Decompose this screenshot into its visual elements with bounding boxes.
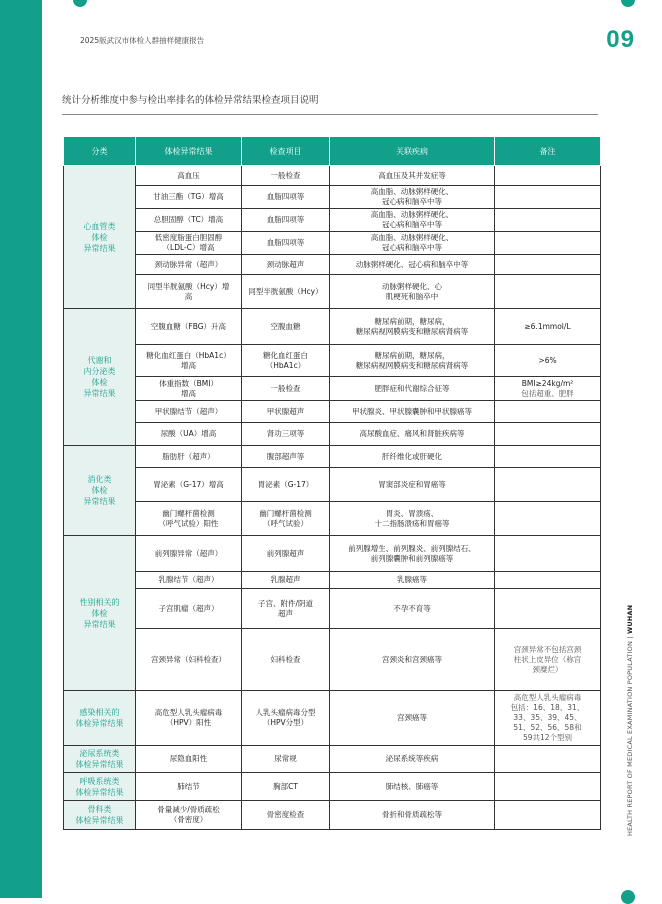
note-cell (495, 572, 601, 589)
item-cell: 骨密度检查 (242, 801, 330, 830)
table-row (64, 468, 601, 502)
category-cell: 代谢和 内分泌类 体检 异常结果 (64, 309, 136, 446)
category-cell: 消化类 体检 异常结果 (64, 446, 136, 536)
vertical-side-text (626, 605, 634, 836)
side-text-prefix: HEALTH REPORT OF MEDICAL EXAMINATION POPULATION | (626, 634, 634, 836)
item-cell: 腹部超声等 (242, 446, 330, 468)
note-cell (495, 502, 601, 536)
disease-cell: 泌尿系统等疾病 (330, 746, 495, 773)
item-cell: 前列腺超声 (242, 536, 330, 572)
note-cell (495, 255, 601, 275)
table-row (64, 629, 601, 691)
item-cell: 同型半胱氨酸（Hcy） (242, 275, 330, 309)
item-cell: 糖化血红蛋白 （HbA1c） (242, 345, 330, 377)
category-cell: 泌尿系统类 体检异常结果 (64, 746, 136, 773)
table-row (64, 801, 601, 830)
note-cell (495, 166, 601, 186)
note-cell: 宫颈异常不包括宫颈 柱状上皮异位（称宫 颈糜烂） (495, 629, 601, 691)
note-cell (495, 746, 601, 773)
table-header-row (64, 137, 601, 166)
disease-cell: 高血脂、动脉粥样硬化、 冠心病和脑卒中等 (330, 186, 495, 209)
item-cell: 幽门螺杆菌检测 （呼气试验） (242, 502, 330, 536)
item-cell: 胃泌素（G-17） (242, 468, 330, 502)
bottom-right-dot (621, 890, 635, 904)
table-row (64, 166, 601, 186)
disease-cell: 乳腺癌等 (330, 572, 495, 589)
disease-cell: 动脉粥样硬化、心 肌梗死和脑卒中 (330, 275, 495, 309)
header-category: 分类 (64, 137, 136, 166)
table-row (64, 572, 601, 589)
result-cell: 低密度脂蛋白胆固醇 （LDL-C）增高 (136, 232, 242, 255)
item-cell: 乳腺超声 (242, 572, 330, 589)
disease-cell: 高血压及其并发症等 (330, 166, 495, 186)
note-cell (495, 536, 601, 572)
header-item: 检查项目 (242, 137, 330, 166)
note-cell (495, 773, 601, 801)
note-cell: 高危型人乳头瘤病毒 包括：16、18、31、 33、35、39、45、 51、52、56、58和 59共12个型别 (495, 691, 601, 746)
note-cell (495, 209, 601, 232)
table-row (64, 232, 601, 255)
result-cell: 子宫肌瘤（超声） (136, 589, 242, 629)
disease-cell: 宫颈炎和宫颈癌等 (330, 629, 495, 691)
disease-cell: 动脉粥样硬化、冠心病和脑卒中等 (330, 255, 495, 275)
result-cell: 甘油三酯（TG）增高 (136, 186, 242, 209)
result-cell: 空腹血糖（FBG）升高 (136, 309, 242, 345)
result-cell: 高血压 (136, 166, 242, 186)
result-cell: 尿隐血阳性 (136, 746, 242, 773)
note-cell (495, 232, 601, 255)
note-cell (495, 446, 601, 468)
table-row (64, 691, 601, 746)
exam-items-table (63, 136, 601, 830)
disease-cell: 肥胖症和代谢综合征等 (330, 377, 495, 401)
side-text-bold: WUHAN (626, 604, 634, 635)
item-cell: 血脂四项等 (242, 232, 330, 255)
result-cell: 糖化血红蛋白（HbA1c） 增高 (136, 345, 242, 377)
category-cell: 感染相关的 体检异常结果 (64, 691, 136, 746)
table-row (64, 502, 601, 536)
item-cell: 肾功三项等 (242, 423, 330, 446)
table-row (64, 255, 601, 275)
item-cell: 血脂四项等 (242, 209, 330, 232)
category-cell: 骨科类 体检异常结果 (64, 801, 136, 830)
item-cell: 甲状腺超声 (242, 401, 330, 423)
note-cell (495, 801, 601, 830)
result-cell: 颈动脉异常（超声） (136, 255, 242, 275)
disease-cell: 高血脂、动脉粥样硬化、 冠心病和脑卒中等 (330, 232, 495, 255)
table-row (64, 446, 601, 468)
result-cell: 甲状腺结节（超声） (136, 401, 242, 423)
section-title: 统计分析维度中参与检出率排名的体检异常结果检查项目说明 (62, 95, 319, 106)
note-cell: ≥6.1mmol/L (495, 309, 601, 345)
disease-cell: 胃炎、胃溃疡、 十二指肠溃疡和胃癌等 (330, 502, 495, 536)
note-cell (495, 468, 601, 502)
disease-cell: 前列腺增生、前列腺炎、前列腺结石、 前列腺囊肿和前列腺癌等 (330, 536, 495, 572)
disease-cell: 糖尿病前期，糖尿病， 糖尿病视网膜病变和糖尿病肾病等 (330, 345, 495, 377)
result-cell: 脂肪肝（超声） (136, 446, 242, 468)
disease-cell: 不孕不育等 (330, 589, 495, 629)
result-cell: 幽门螺杆菌检测 （呼气试验）阳性 (136, 502, 242, 536)
result-cell: 肺结节 (136, 773, 242, 801)
table-row (64, 401, 601, 423)
table-row (64, 377, 601, 401)
table-row (64, 275, 601, 309)
note-subtext: 包括超重、肥胖 (521, 388, 574, 398)
table-row (64, 423, 601, 446)
result-cell: 尿酸（UA）增高 (136, 423, 242, 446)
result-cell: 胃泌素（G-17）增高 (136, 468, 242, 502)
top-left-dot (73, 0, 87, 7)
table-body (64, 166, 601, 830)
table-row (64, 345, 601, 377)
table-row (64, 186, 601, 209)
category-cell: 性别相关的 体检 异常结果 (64, 536, 136, 691)
disease-cell: 胃窦部炎症和胃癌等 (330, 468, 495, 502)
item-cell: 子宫、附件/阴道 超声 (242, 589, 330, 629)
note-cell (495, 589, 601, 629)
disease-cell: 高血脂、动脉粥样硬化、 冠心病和脑卒中等 (330, 209, 495, 232)
note-cell: BMI≥24kg/m² 包括超重、肥胖 (495, 377, 601, 401)
note-cell (495, 186, 601, 209)
top-right-dot (621, 0, 635, 7)
disease-cell: 甲状腺炎、甲状腺囊肿和甲状腺癌等 (330, 401, 495, 423)
title-divider (62, 114, 598, 115)
running-title: 2025版武汉市体检人群抽样健康报告 (80, 36, 205, 45)
result-cell: 总胆固醇（TC）增高 (136, 209, 242, 232)
disease-cell: 骨折和骨质疏松等 (330, 801, 495, 830)
result-cell: 高危型人乳头瘤病毒 （HPV）阳性 (136, 691, 242, 746)
note-cell (495, 275, 601, 309)
header-disease: 关联疾病 (330, 137, 495, 166)
result-cell: 前列腺异常（超声） (136, 536, 242, 572)
note-cell: >6% (495, 345, 601, 377)
item-cell: 一般检查 (242, 377, 330, 401)
note-cell (495, 401, 601, 423)
category-cell: 呼吸系统类 体检异常结果 (64, 773, 136, 801)
table-row (64, 209, 601, 232)
table-row (64, 773, 601, 801)
item-cell: 一般检查 (242, 166, 330, 186)
result-cell: 宫颈异常（妇科检查） (136, 629, 242, 691)
category-cell: 心血管类 体检 异常结果 (64, 166, 136, 309)
result-cell: 骨量减少/骨质疏松 （骨密度） (136, 801, 242, 830)
item-cell: 血脂四项等 (242, 186, 330, 209)
left-accent-bar (0, 0, 42, 898)
table-row (64, 589, 601, 629)
item-cell: 胸部CT (242, 773, 330, 801)
result-cell: 同型半胱氨酸（Hcy）增 高 (136, 275, 242, 309)
disease-cell: 肺结核、肺癌等 (330, 773, 495, 801)
table-row (64, 536, 601, 572)
item-cell: 人乳头瘤病毒分型 （HPV分型） (242, 691, 330, 746)
result-cell: 乳腺结节（超声） (136, 572, 242, 589)
disease-cell: 高尿酸血症、痛风和肾脏疾病等 (330, 423, 495, 446)
result-cell: 体重指数（BMI） 增高 (136, 377, 242, 401)
table-row (64, 309, 601, 345)
item-cell: 妇科检查 (242, 629, 330, 691)
table-row (64, 746, 601, 773)
note-cell (495, 423, 601, 446)
disease-cell: 肝纤维化或肝硬化 (330, 446, 495, 468)
header-note: 备注 (495, 137, 601, 166)
page-number: 09 (606, 26, 635, 53)
header-result: 体检异常结果 (136, 137, 242, 166)
item-cell: 空腹血糖 (242, 309, 330, 345)
disease-cell: 糖尿病前期，糖尿病， 糖尿病视网膜病变和糖尿病肾病等 (330, 309, 495, 345)
item-cell: 颈动脉超声 (242, 255, 330, 275)
item-cell: 尿常规 (242, 746, 330, 773)
disease-cell: 宫颈癌等 (330, 691, 495, 746)
